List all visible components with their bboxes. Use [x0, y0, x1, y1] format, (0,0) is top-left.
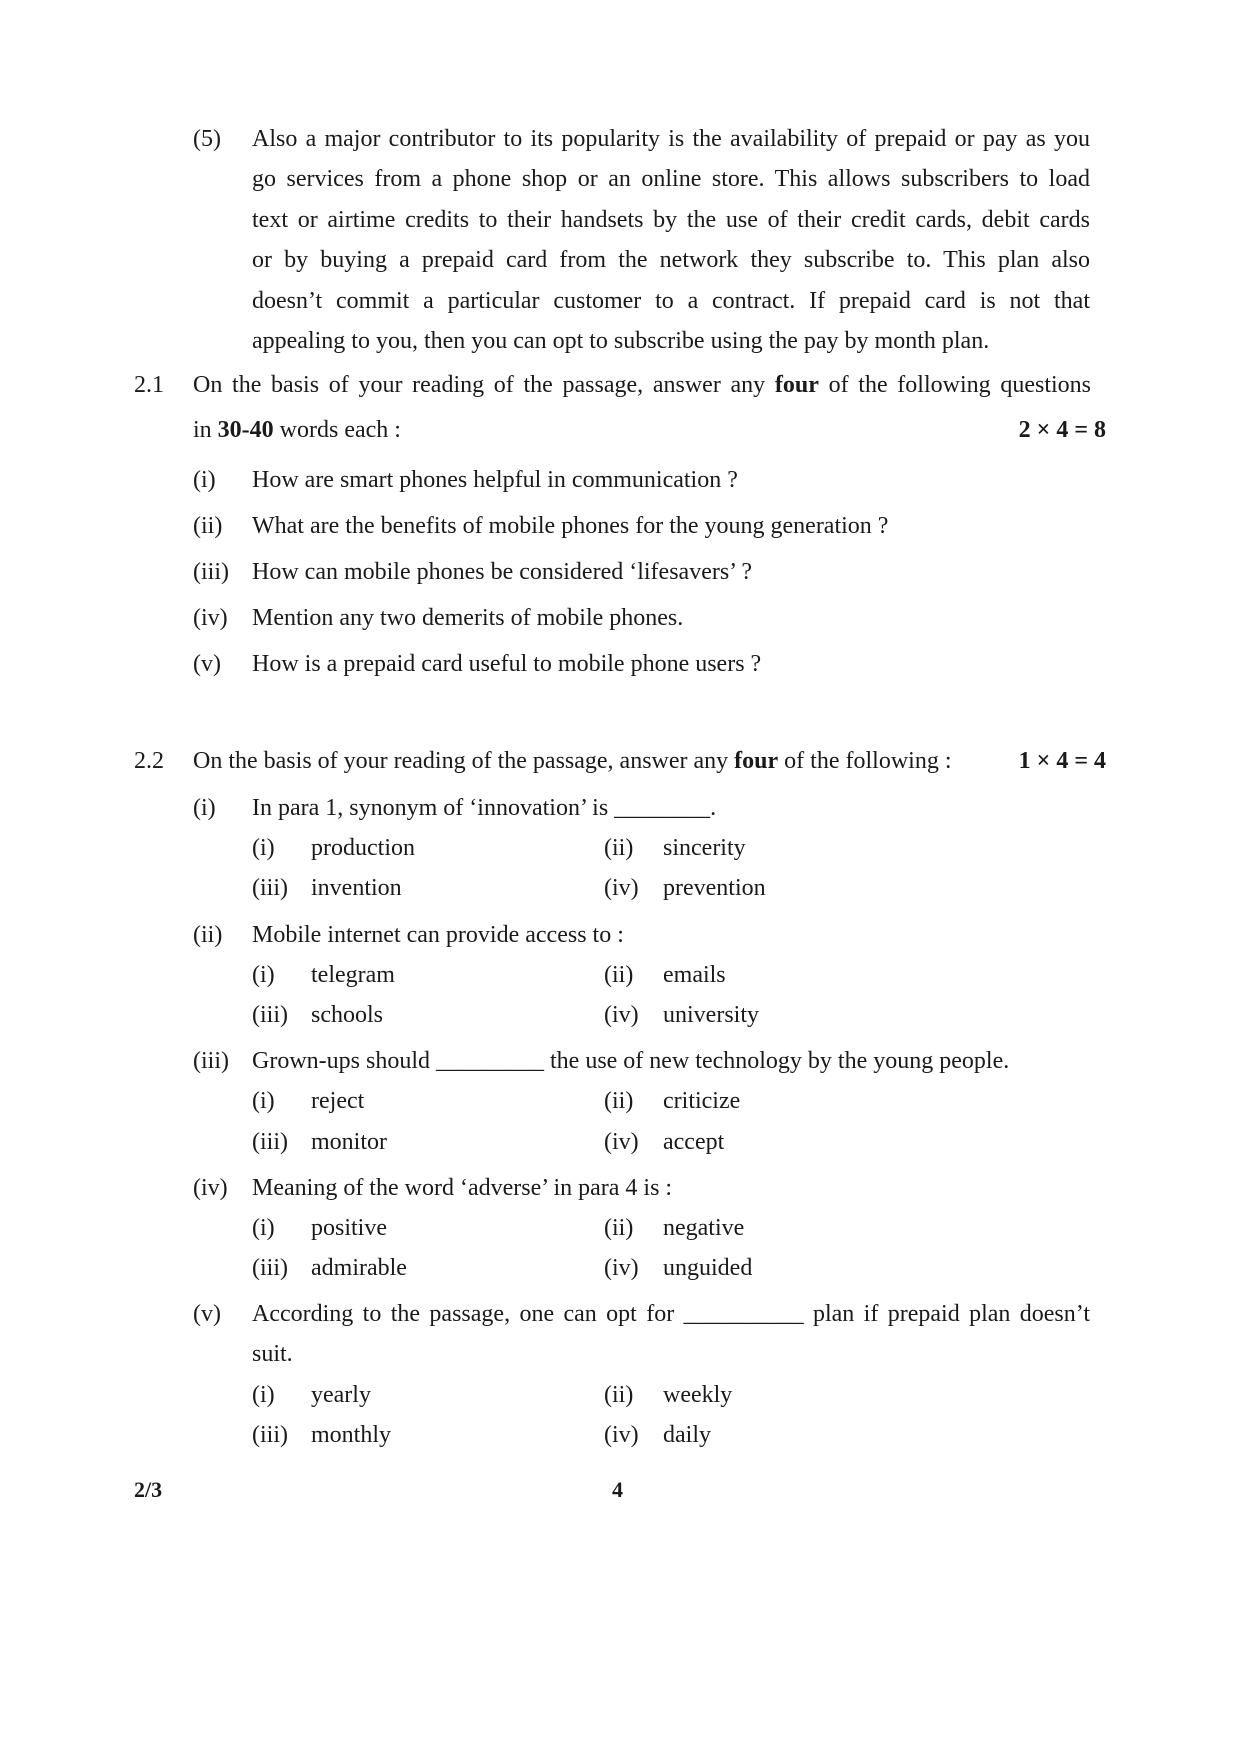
paper-code: 2/3	[134, 1477, 163, 1502]
passage-line: appealing to you, then you can opt to subscribe using the pay by month plan.	[252, 328, 990, 355]
option-text: invention	[311, 875, 402, 901]
question-text-line2	[193, 417, 401, 444]
option-text: production	[311, 835, 415, 861]
passage-paragraph	[252, 119, 1090, 361]
question-text	[193, 748, 951, 775]
item-text: Mobile internet can provide access to :	[252, 922, 624, 948]
item-number: (i)	[193, 795, 216, 821]
text-part: On the basis of your reading of the passage, answer any	[193, 748, 735, 774]
option-text: criticize	[663, 1088, 741, 1114]
item-number: (iii)	[193, 1048, 229, 1074]
option-text: monthly	[311, 1422, 392, 1448]
option-number: (ii)	[604, 1382, 634, 1408]
bold-word: 30-40	[217, 417, 274, 443]
option-number: (iii)	[252, 1255, 288, 1281]
option-number: (iv)	[604, 1129, 639, 1155]
option-text: prevention	[663, 875, 766, 901]
item-text: What are the benefits of mobile phones for the young generation ?	[252, 513, 889, 539]
item-text: How is a prepaid card useful to mobile phone users ?	[252, 651, 762, 677]
marks: 1 × 4 = 4	[1018, 748, 1106, 774]
item-number: (iii)	[193, 559, 229, 585]
text-part: of the following :	[778, 748, 952, 774]
option-number: (iv)	[604, 1002, 639, 1028]
item-text: Meaning of the word ‘adverse’ in para 4 is :	[252, 1175, 673, 1201]
item-text: According to the passage, one can opt for __________ plan if prepaid plan doesn’t	[252, 1301, 1090, 1327]
option-number: (i)	[252, 962, 275, 988]
option-number: (iv)	[604, 1422, 639, 1448]
option-text: unguided	[663, 1255, 753, 1281]
page-number: 4	[612, 1477, 623, 1502]
passage-line: doesn’t commit a particular customer to a contract. If prepaid card is not that	[252, 287, 1090, 314]
item-text-continued: suit.	[252, 1341, 293, 1367]
item-number: (v)	[193, 1301, 221, 1327]
option-text: emails	[663, 962, 726, 988]
passage-line: or by buying a prepaid card from the network they subscribe to. This plan also	[252, 247, 1090, 274]
option-text: schools	[311, 1002, 383, 1028]
bold-word: four	[734, 748, 779, 774]
passage-line: text or airtime credits to their handsets by the use of their credit cards, debit cards	[252, 206, 1090, 233]
option-number: (ii)	[604, 1215, 634, 1241]
option-text: admirable	[311, 1255, 407, 1281]
text-part: On the basis of your reading of the passage, answer any	[193, 372, 775, 398]
item-number: (v)	[193, 651, 221, 677]
option-number: (ii)	[604, 835, 634, 861]
option-number: (i)	[252, 1382, 275, 1408]
option-text: sincerity	[663, 835, 746, 861]
option-text: monitor	[311, 1129, 387, 1155]
option-number: (iii)	[252, 1129, 288, 1155]
text-part: in	[193, 417, 218, 443]
option-text: reject	[311, 1088, 365, 1114]
option-text: telegram	[311, 962, 395, 988]
option-text: accept	[663, 1129, 725, 1155]
item-text: How are smart phones helpful in communication ?	[252, 467, 738, 493]
option-number: (iv)	[604, 1255, 639, 1281]
item-number: (iv)	[193, 605, 228, 631]
item-number: (i)	[193, 467, 216, 493]
marks: 2 × 4 = 8	[1018, 417, 1106, 443]
option-text: university	[663, 1002, 759, 1028]
option-text: negative	[663, 1215, 745, 1241]
option-number: (iv)	[604, 875, 639, 901]
option-text: weekly	[663, 1382, 733, 1408]
option-number: (ii)	[604, 962, 634, 988]
question-number: 2.1	[134, 372, 164, 398]
passage-line: Also a major contributor to its popularity is the availability of prepaid or pay as you	[252, 126, 1090, 152]
option-number: (iii)	[252, 1002, 288, 1028]
question-text-line1	[193, 372, 1091, 399]
item-number: (ii)	[193, 922, 223, 948]
option-text: yearly	[311, 1382, 371, 1408]
item-number: (ii)	[193, 513, 223, 539]
item-text: Grown-ups should _________ the use of new technology by the young people.	[252, 1048, 1010, 1074]
option-number: (ii)	[604, 1088, 634, 1114]
option-text: daily	[663, 1422, 711, 1448]
text-part: of the following questions	[818, 372, 1092, 398]
passage-line: go services from a phone shop or an online store. This allows subscribers to load	[252, 166, 1090, 193]
item-text: In para 1, synonym of ‘innovation’ is ________.	[252, 795, 717, 821]
text-part: words each :	[273, 417, 401, 443]
option-number: (i)	[252, 835, 275, 861]
option-number: (iii)	[252, 1422, 288, 1448]
question-number: 2.2	[134, 748, 164, 774]
item-text: How can mobile phones be considered ‘lifesavers’ ?	[252, 559, 753, 585]
item-number: (iv)	[193, 1175, 228, 1201]
option-number: (iii)	[252, 875, 288, 901]
option-text: positive	[311, 1215, 387, 1241]
option-number: (i)	[252, 1088, 275, 1114]
para-number: (5)	[193, 126, 221, 152]
item-text: Mention any two demerits of mobile phones.	[252, 605, 684, 631]
bold-word: four	[774, 372, 819, 398]
option-number: (i)	[252, 1215, 275, 1241]
